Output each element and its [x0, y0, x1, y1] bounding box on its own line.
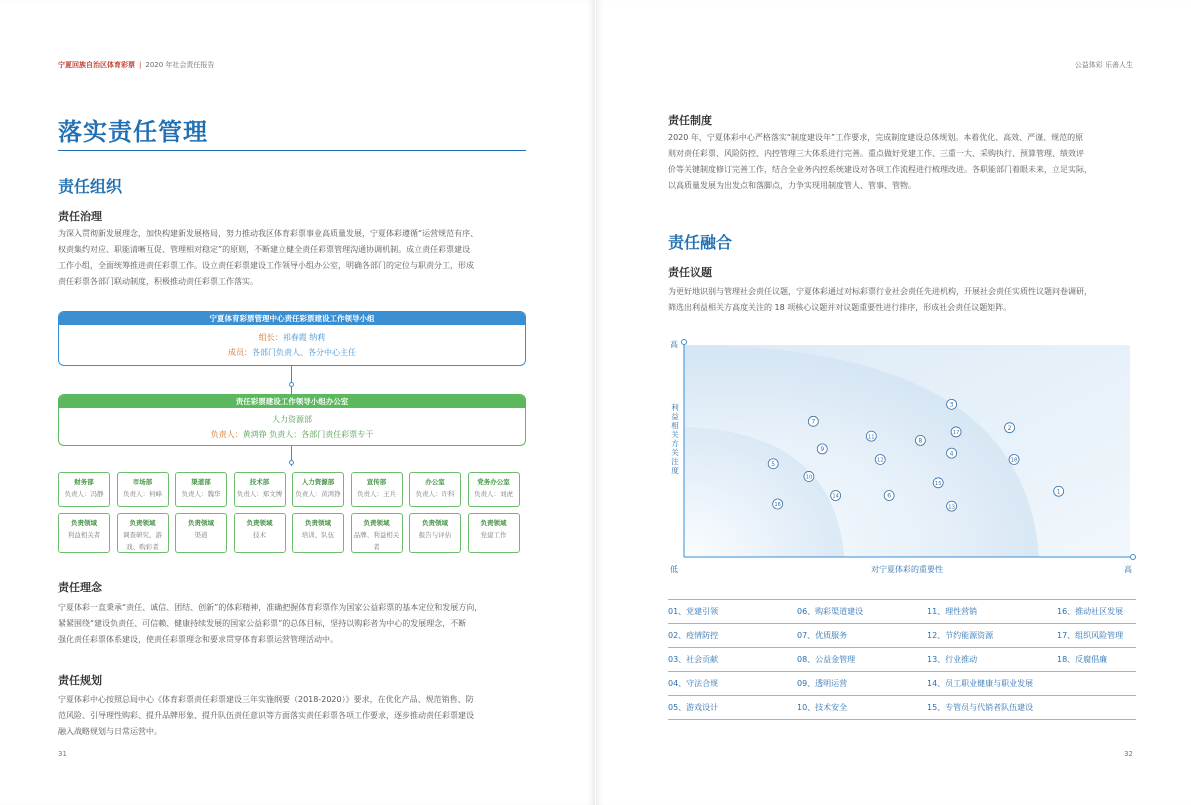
responsibility-name: 负责领域 — [422, 519, 448, 527]
member-names: 各部门负责人、各分中心主任 — [252, 348, 356, 357]
legend-item: 02、疫情防控 — [668, 631, 719, 640]
left-header — [58, 60, 214, 70]
responsibility-name: 负责领域 — [246, 519, 273, 527]
office-dept: 人力资源部 — [272, 415, 312, 424]
x-axis-low-label: 低 — [670, 565, 678, 574]
department-name: 财务部 — [74, 478, 94, 486]
system-line: 2020 年，宁夏体彩中心严格落实“制度建设年”工作要求，完成制度建设总体规划。本着优化、高效、严谨、规范的原 — [668, 133, 1084, 142]
legend-item: 14、员工职业健康与职业发展 — [927, 679, 1034, 688]
legend-divider — [668, 671, 1136, 672]
leader-label: 组长： — [258, 333, 283, 342]
legend-item: 06、购彩渠道建设 — [797, 607, 864, 616]
legend-item: 09、透明运营 — [797, 679, 848, 688]
matrix-point-label: 11 — [868, 434, 875, 441]
subsection-title-issues: 责任议题 — [668, 266, 712, 279]
department-head: 负责人：郑文博 — [236, 490, 283, 498]
header-org: 宁夏回族自治区体育彩票 — [58, 61, 135, 69]
department-name: 市场部 — [132, 478, 153, 486]
matrix-point-label: 14 — [832, 493, 839, 500]
responsibility-box — [117, 513, 169, 553]
department-box — [175, 472, 227, 507]
matrix-point-label: 13 — [948, 504, 955, 511]
department-head: 负责人：冯静 — [64, 490, 104, 498]
planning-line: 融入战略规划与日常运营中。 — [58, 727, 162, 736]
legend-item: 17、组织风险管理 — [1057, 631, 1124, 640]
philosophy-line: 宁夏体彩一直秉承“责任、诚信、团结、创新”的体彩精神，准确把握体育彩票作为国家公益彩票的基本定位和发展方向， — [58, 603, 483, 612]
legend-item: 13、行业推动 — [927, 655, 978, 664]
responsibility-box — [58, 513, 110, 553]
governance-line: 为深入贯彻新发展理念，加快构建新发展格局，努力推动我区体育彩票事业高质量发展，宁夏体彩遵循“运营规范有序、 — [58, 229, 479, 238]
department-name: 党务办公室 — [477, 478, 510, 486]
matrix-point-label: 1 — [1056, 488, 1061, 496]
subsection-title-governance: 责任治理 — [58, 210, 102, 223]
department-head: 负责人：黄鸿铮 — [295, 490, 341, 498]
x-axis-high-label: 高 — [1124, 565, 1132, 574]
matrix-point-label: 18 — [1010, 457, 1018, 464]
responsibility-desc: 培训、队伍 — [301, 531, 335, 539]
responsibility-box — [468, 513, 520, 553]
responsibility-box — [292, 513, 344, 553]
page-title: 落实责任管理 — [58, 117, 208, 146]
department-box — [117, 472, 169, 507]
leader-names: 祁春霞 纳莉 — [282, 333, 326, 342]
responsibility-name: 负责领域 — [305, 519, 331, 527]
y-axis-label-char: 方 — [671, 439, 679, 448]
issues-paragraph — [668, 284, 1138, 316]
y-axis-label-char: 相 — [671, 421, 679, 430]
responsibility-desc: 调查研究、游戏、购彩者 — [123, 531, 162, 551]
department-head: 负责人：魏华 — [181, 490, 221, 498]
issues-line: 筛选出利益相关方高度关注的 18 项核心议题并对议题重要性进行排序，形成社会责任议题矩阵。 — [668, 303, 1012, 312]
legend-item: 10、技术安全 — [797, 703, 848, 712]
page-number-left: 31 — [58, 750, 67, 758]
responsibility-desc: 渠道 — [194, 531, 208, 539]
department-name: 宣传部 — [366, 478, 387, 486]
department-box — [292, 472, 344, 507]
department-box — [58, 472, 110, 507]
matrix-point-label: 10 — [805, 474, 813, 481]
planning-line: 范风险、引导理性购彩、提升品牌形象、提升队伍责任意识等方面落实责任彩票各项工作要求，逐步推动责任彩票建设 — [58, 711, 474, 720]
responsibility-desc: 党建工作 — [480, 531, 507, 539]
y-axis-label-char: 利 — [671, 403, 679, 412]
responsibility-box — [351, 513, 403, 553]
y-axis-label-char: 度 — [671, 466, 679, 475]
legend-divider — [668, 647, 1136, 648]
office-leader-label: 负责人： — [210, 430, 243, 439]
matrix-point-label: 9 — [820, 446, 825, 454]
department-box — [468, 472, 520, 507]
philosophy-line: 强化责任彩票体系建设，使责任彩票理念和要求贯穿体育彩票运营管理活动中。 — [58, 635, 338, 644]
legend-item: 05、游戏设计 — [668, 703, 719, 712]
system-line: 价等关键制度修订完善工作，结合全业务内控系统建设对各项工作流程进行梳理改进。各职能部门着眼未来，立足实际， — [668, 165, 1092, 174]
responsibility-desc: 品牌、利益相关者 — [353, 531, 400, 551]
responsibility-box — [409, 513, 461, 553]
department-head: 负责人：何峰 — [123, 490, 162, 498]
responsibility-desc: 利益相关者 — [67, 531, 101, 539]
responsibility-desc: 技术 — [253, 531, 266, 539]
subsection-title-planning: 责任规划 — [58, 674, 102, 687]
legend-item: 01、党建引领 — [668, 607, 719, 616]
connector-dot — [289, 460, 294, 465]
matrix-point-label: 5 — [771, 460, 776, 468]
department-name: 渠道部 — [191, 478, 211, 486]
matrix-point-label: 7 — [811, 418, 816, 426]
responsibility-box — [234, 513, 286, 553]
legend-item: 16、推动社区发展 — [1057, 607, 1124, 616]
matrix-point-label: 3 — [949, 401, 954, 409]
legend-item: 07、优质服务 — [797, 631, 848, 640]
planning-line: 宁夏体彩中心按照总局中心《体育彩票责任彩票建设三年实施纲要（2018-2020）》要求，在优化产品、规范销售、防 — [58, 695, 474, 704]
connector-line — [291, 366, 292, 394]
responsibility-box — [175, 513, 227, 553]
department-box — [409, 472, 461, 507]
governance-paragraph — [58, 226, 528, 290]
matrix-point-label: 16 — [774, 502, 781, 509]
header-slogan: 公益体彩 乐善人生 — [1074, 61, 1133, 69]
responsibility-desc: 报告与评估 — [418, 531, 452, 539]
legend-item: 18、反腐倡廉 — [1057, 655, 1108, 664]
office-box — [58, 394, 526, 446]
subsection-title-philosophy: 责任理念 — [58, 581, 102, 594]
department-head: 负责人：王兵 — [357, 490, 396, 498]
issue-matrix-chart — [668, 335, 1138, 580]
governance-line: 权责集约对应、职能清晰互促、管理相对稳定”的原则，不断建立健全责任彩票管理沟通协调机制。成立责任彩票建设 — [58, 245, 471, 254]
x-axis-label: 对宁夏体彩的重要性 — [871, 565, 943, 574]
philosophy-line: 紧紧围绕“建设负责任、可信赖、健康持续发展的国家公益彩票”的总体目标，坚持以购彩者为中心的发展理念，不断 — [58, 619, 467, 628]
responsibility-name: 负责领域 — [71, 519, 97, 527]
office-title: 责任彩票建设工作领导小组办公室 — [59, 395, 525, 408]
section-title-organization: 责任组织 — [58, 177, 123, 196]
office-leader-line — [59, 427, 525, 442]
page-number-right: 32 — [1124, 750, 1133, 758]
matrix-point-label: 8 — [918, 437, 923, 445]
y-axis-label-char: 关 — [671, 430, 679, 439]
left-page — [0, 0, 595, 805]
responsibility-name: 负责领域 — [129, 519, 156, 527]
y-axis-label-char: 益 — [671, 412, 679, 421]
system-paragraph — [668, 130, 1138, 194]
matrix-point-label: 17 — [952, 430, 960, 437]
leadership-group-box — [58, 311, 526, 366]
legend-divider — [668, 695, 1136, 696]
system-line: 则对责任彩票、风险防控、内控管理三大体系进行完善。重点做好党建工作、三重一大、采购执行、预算管理、绩效评 — [668, 149, 1084, 158]
y-axis-high-label: 高 — [670, 340, 678, 349]
matrix-point-label: 12 — [876, 457, 884, 464]
governance-line: 工作小组，全面统筹推进责任彩票工作。设立责任彩票建设工作领导小组办公室，明确各部门的定位与职责分工，形成 — [58, 261, 474, 270]
planning-paragraph — [58, 692, 528, 740]
member-label: 成员： — [228, 348, 252, 357]
header-separator: | — [139, 61, 142, 69]
leadership-leader-line — [59, 330, 525, 345]
legend-item: 11、理性营销 — [927, 607, 978, 616]
legend-divider — [668, 719, 1136, 720]
leadership-member-line — [59, 345, 525, 360]
y-axis-label-char: 关 — [671, 448, 679, 457]
department-box — [234, 472, 286, 507]
legend-item: 03、社会贡献 — [668, 655, 719, 664]
legend-divider — [668, 623, 1136, 624]
header-report: 2020 年社会责任报告 — [145, 61, 215, 69]
matrix-point-label: 15 — [934, 481, 942, 487]
legend-item: 08、公益金管理 — [797, 655, 856, 664]
responsibility-name: 负责领域 — [363, 519, 390, 527]
y-axis-end — [682, 340, 687, 345]
matrix-point-label: 6 — [887, 492, 892, 500]
section-title-integration: 责任融合 — [668, 233, 733, 252]
legend-item: 04、守法合规 — [668, 679, 719, 688]
system-line: 以高质量发展为出发点和落脚点，力争实现用制度管人、管事、管物。 — [668, 181, 916, 190]
responsibility-name: 负责领域 — [188, 519, 214, 527]
responsibility-name: 负责领域 — [480, 519, 507, 527]
legend-item: 12、节约能源资源 — [927, 631, 994, 640]
department-head: 负责人：许科 — [415, 490, 455, 498]
title-rule — [58, 150, 526, 151]
office-leader: 黄鸿铮 负责人：各部门责任彩票专干 — [242, 430, 374, 439]
matrix-point-label: 2 — [1007, 424, 1012, 432]
connector-dot — [289, 382, 294, 387]
department-head: 负责人：刘虎 — [474, 490, 513, 498]
leadership-group-title: 宁夏体育彩票管理中心责任彩票建设工作领导小组 — [59, 312, 525, 325]
legend-divider — [668, 599, 1136, 600]
x-axis-end — [1131, 555, 1136, 560]
philosophy-paragraph — [58, 600, 528, 648]
governance-line: 责任彩票各部门联动制度，积极推动责任彩票工作落实。 — [58, 277, 258, 286]
department-box — [351, 472, 403, 507]
issues-line: 为更好地识别与管理社会责任议题，宁夏体彩通过对标彩票行业社会责任先进机构，开展社会责任实质性议题问卷调研， — [668, 287, 1092, 296]
department-name: 办公室 — [425, 478, 445, 486]
legend-item: 15、专管员与代销者队伍建设 — [927, 703, 1034, 712]
subsection-title-system: 责任制度 — [668, 114, 712, 127]
matrix-point-label: 4 — [949, 450, 954, 458]
department-name: 人力资源部 — [301, 478, 335, 486]
y-axis-label-char: 注 — [671, 457, 679, 466]
department-name: 技术部 — [249, 478, 270, 486]
